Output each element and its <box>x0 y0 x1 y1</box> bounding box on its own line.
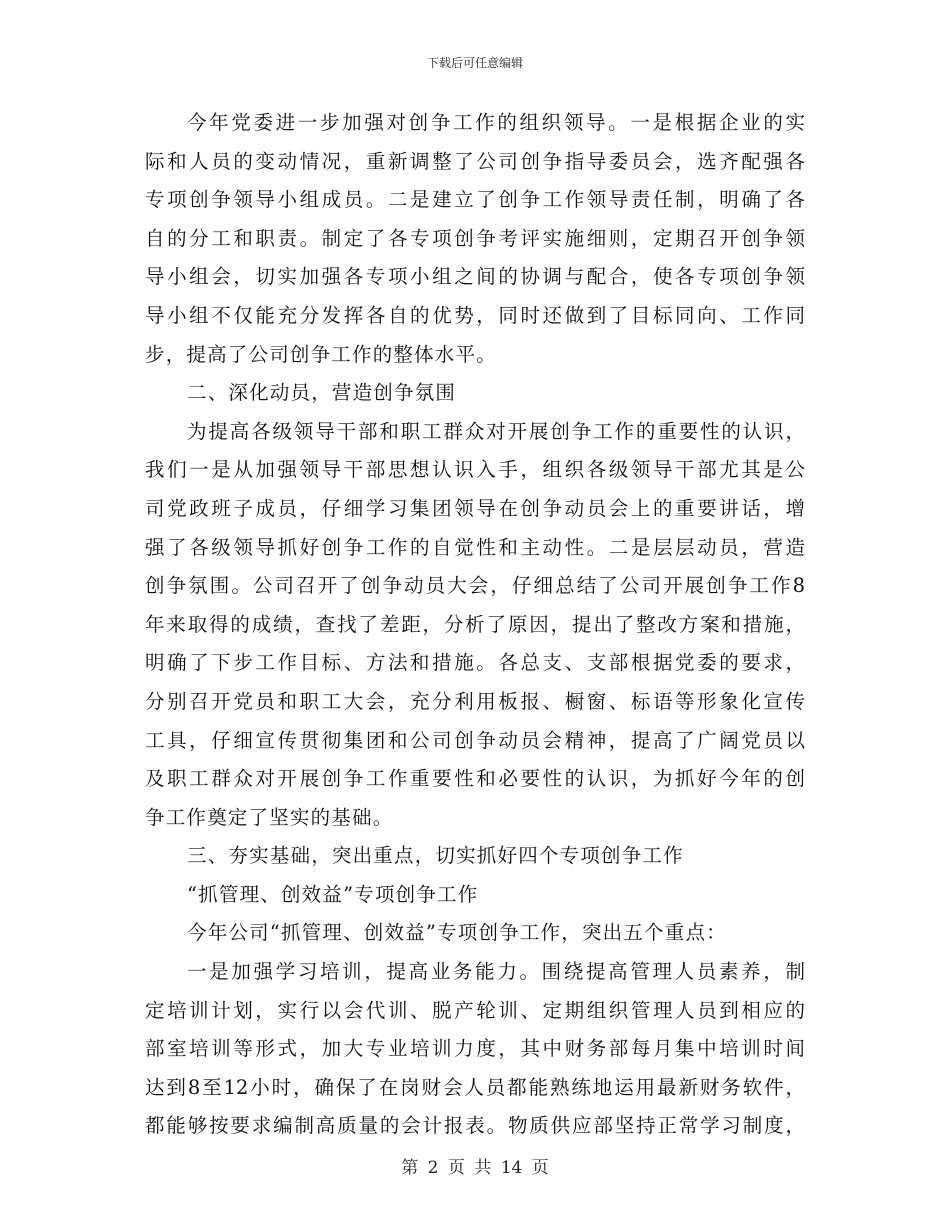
document-body <box>145 104 805 1146</box>
text-line: 及职工群众对开展创争工作重要性和必要性的认识，为抓好今年的创 <box>145 767 805 791</box>
page-header: 下载后可任意编辑 <box>426 56 523 70</box>
text-line: 导小组不仅能充分发挥各自的优势，同时还做到了目标同向、工作同 <box>145 303 805 327</box>
text-line: 明确了下步工作目标、方法和措施。各总支、支部根据党委的要求， <box>145 651 805 675</box>
section-heading: 三、夯实基础，突出重点，切实抓好四个专项创争工作 <box>187 844 684 868</box>
text-line: 达到8至12小时，确保了在岗财会人员都能熟练地运用最新财务软件， <box>145 1075 805 1099</box>
text-line: 今年党委进一步加强对创争工作的组织领导。一是根据企业的实 <box>187 111 805 134</box>
text-line: 一是加强学习培训，提高业务能力。围绕提高管理人员素养，制 <box>187 960 805 984</box>
text-line: 专项创争领导小组成员。二是建立了创争工作领导责任制，明确了各 <box>145 188 805 212</box>
page-number: 第 2 页 共 14 页 <box>401 1158 549 1178</box>
text-line: 为提高各级领导干部和职工群众对开展创争工作的重要性的认识， <box>187 419 805 443</box>
text-line: 定培训计划，实行以会代训、脱产轮训、定期组织管理人员到相应的 <box>145 998 805 1022</box>
text-line: 强了各级领导抓好创争工作的自觉性和主动性。二是层层动员，营造 <box>145 535 805 559</box>
text-line: 今年公司“抓管理、创效益”专项创争工作，突出五个重点： <box>187 921 727 945</box>
text-line: 步，提高了公司创争工作的整体水平。 <box>145 342 497 366</box>
text-line: 部室培训等形式，加大专业培训力度，其中财务部每月集中培训时间 <box>145 1037 805 1061</box>
text-line: 我们一是从加强领导干部思想认识入手，组织各级领导干部尤其是公 <box>145 458 805 482</box>
subsection-heading: “抓管理、创效益”专项创争工作 <box>187 882 479 906</box>
text-line: 司党政班子成员，仔细学习集团领导在创争动员会上的重要讲话，增 <box>145 496 805 520</box>
text-line: 创争氛围。公司召开了创争动员大会，仔细总结了公司开展创争工作8 <box>145 574 805 598</box>
text-line: 分别召开党员和职工大会，充分利用板报、橱窗、标语等形象化宣传 <box>145 689 805 713</box>
text-line: 年来取得的成绩，查找了差距，分析了原因，提出了整改方案和措施， <box>145 612 805 636</box>
text-line: 都能够按要求编制高质量的会计报表。物质供应部坚持正常学习制度， <box>145 1114 805 1138</box>
text-line: 际和人员的变动情况，重新调整了公司创争指导委员会，选齐配强各 <box>145 149 805 173</box>
section-heading: 二、深化动员，营造创争氛围 <box>187 381 457 405</box>
text-line: 自的分工和职责。制定了各专项创争考评实施细则，定期召开创争领 <box>145 226 805 250</box>
text-line: 导小组会，切实加强各专项小组之间的协调与配合，使各专项创争领 <box>145 265 805 289</box>
text-line: 争工作奠定了坚实的基础。 <box>145 805 394 829</box>
text-line: 工具，仔细宣传贯彻集团和公司创争动员会精神，提高了广阔党员以 <box>145 728 805 752</box>
